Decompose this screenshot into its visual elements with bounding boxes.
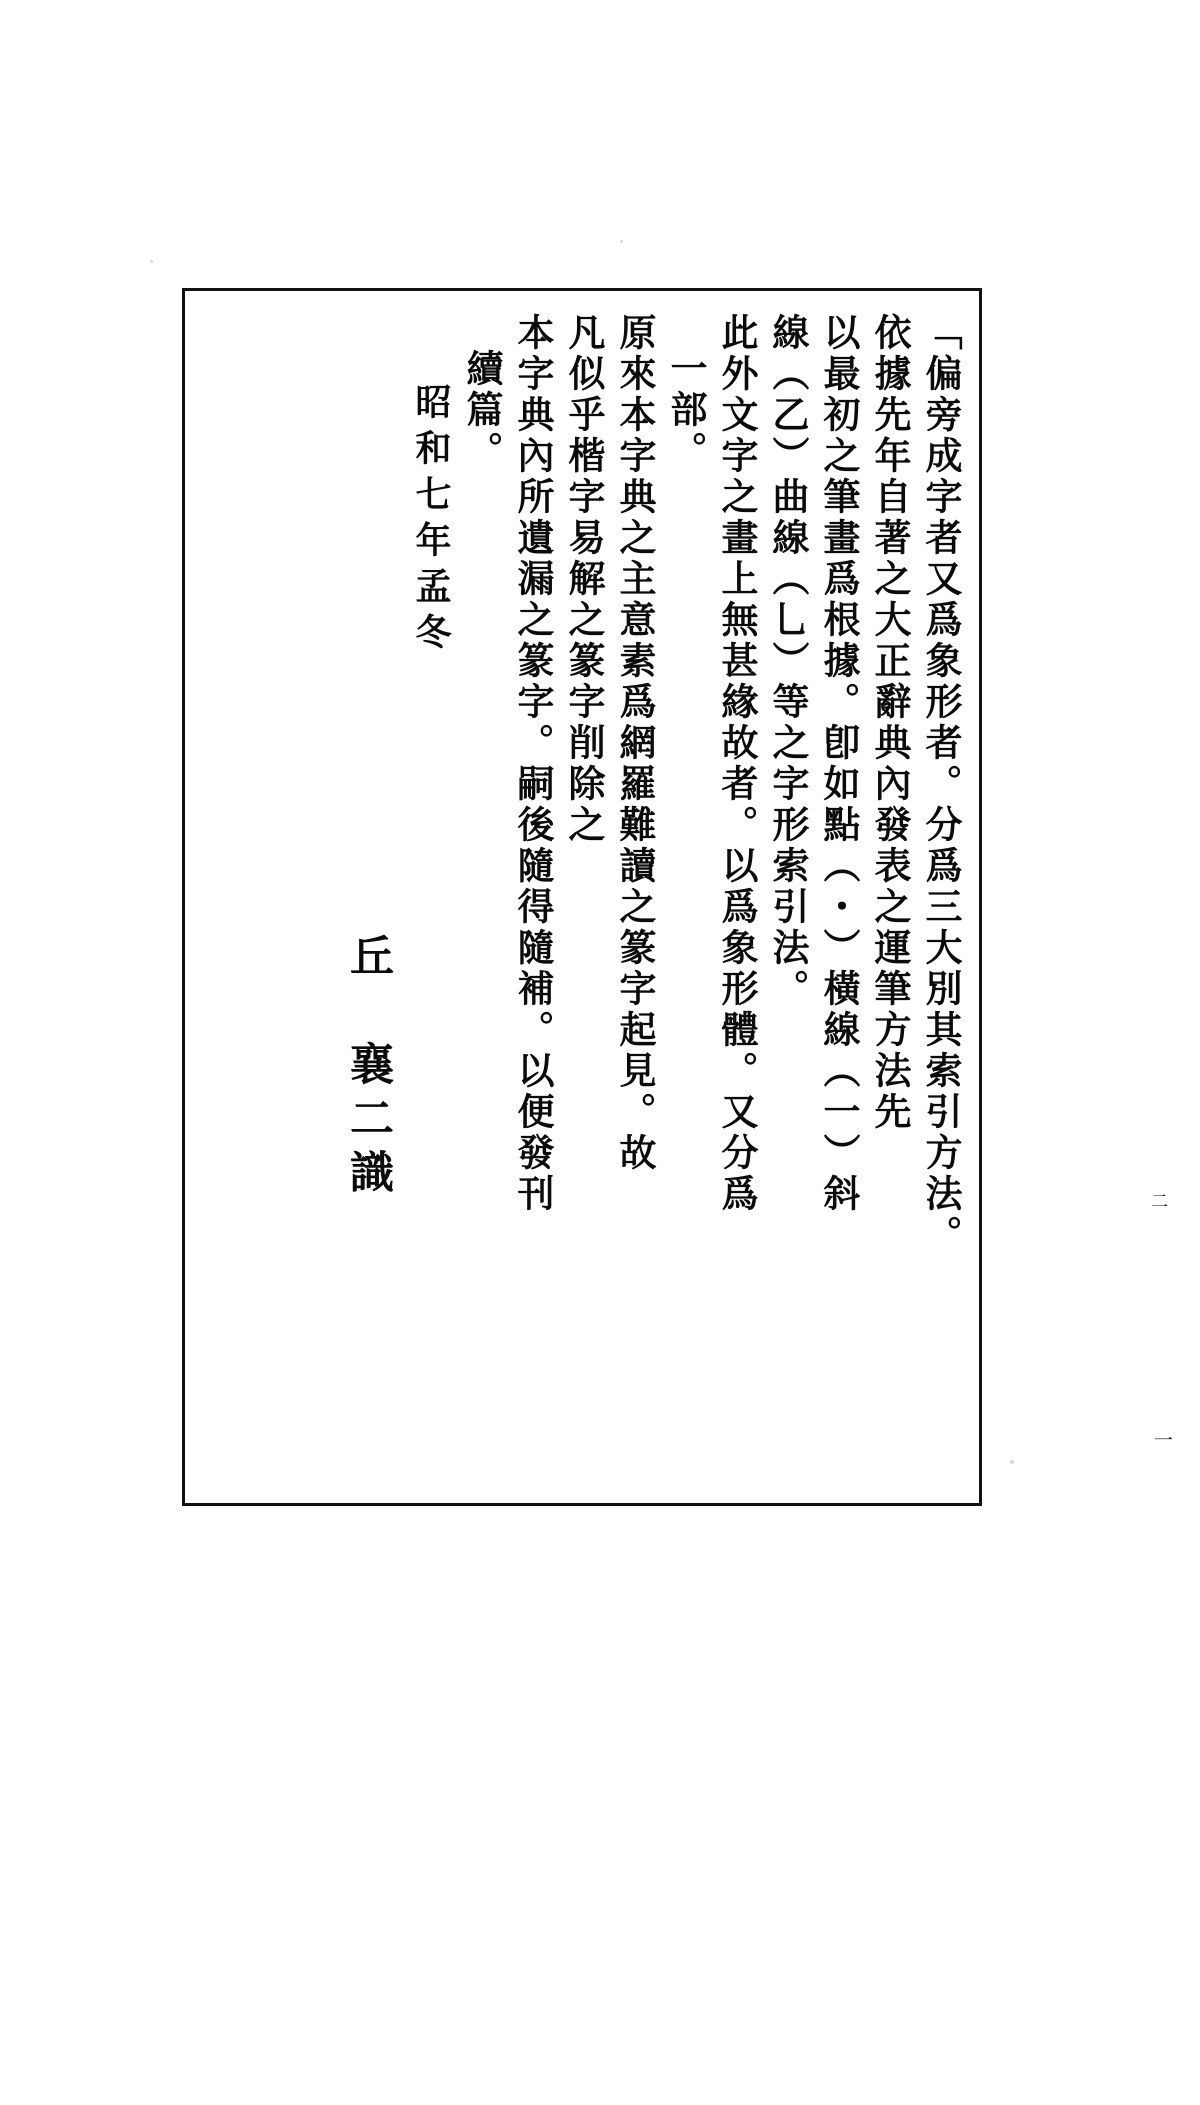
text-column: 線（乙）曲線（乚）等之字形索引法。 — [766, 313, 810, 1010]
text-column: 「偏旁成字者又爲象形者。分爲三大別其索引方法。 — [919, 313, 963, 1256]
date-line: 昭和七年孟冬 — [410, 383, 452, 659]
text-column: 本字典內所遺漏之篆字。嗣後隨得隨補。以便發刊 — [511, 313, 555, 1215]
scan-speckle — [150, 260, 153, 263]
scan-speckle — [620, 240, 623, 243]
author-signature: 丘 襄二識 — [342, 933, 393, 1203]
page-mark-bottom: 一 — [1151, 1430, 1173, 1451]
text-column: 續篇。 — [460, 349, 504, 472]
text-column: 以最初之筆畫爲根據。卽如點（・）橫線（一）斜 — [817, 313, 861, 1215]
text-column: 一部。 — [664, 349, 708, 472]
text-block-frame — [182, 288, 982, 1506]
vertical-text-columns — [203, 313, 961, 1485]
text-column: 凡似乎楷字易解之篆字削除之 — [562, 313, 606, 846]
text-column: 此外文字之畫上無甚緣故者。以爲象形體。又分爲 — [715, 313, 759, 1215]
scan-speckle — [1010, 1460, 1014, 1464]
text-column: 依據先年自著之大正辭典內發表之運筆方法先 — [868, 313, 912, 1133]
page-mark-top: 二 — [1147, 1192, 1167, 1210]
text-column: 原來本字典之主意素爲網羅難讀之篆字起見。故 — [613, 313, 657, 1174]
